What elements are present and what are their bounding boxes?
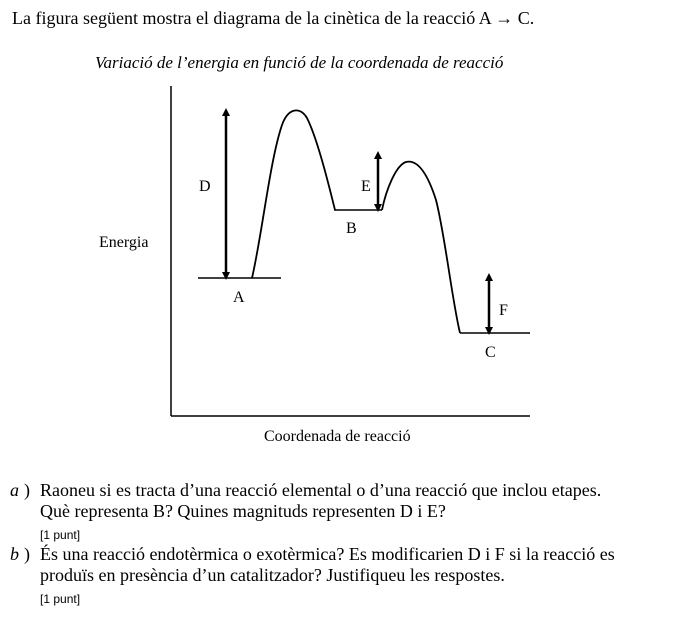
label-e: E <box>361 178 371 195</box>
question-b-line-2: produïs en presència d’un catalitzador? Justifiqueu les respostes. <box>40 565 505 585</box>
question-b-paren: ) <box>24 544 30 564</box>
y-axis-label: Energia <box>99 234 149 251</box>
question-a-line-2: Què representa B? Quines magnituds representen D i E? <box>40 501 446 521</box>
question-b-points: [1 punt] <box>40 592 81 606</box>
question-a-points: [1 punt] <box>40 528 81 542</box>
question-b-line-1: És una reacció endotèrmica o exotèrmica? Es modificarien D i F si la reacció es <box>40 544 615 564</box>
label-c: C <box>485 344 496 361</box>
question-a-line-1: Raoneu si es tracta d’una reacció elemental o d’una reacció que inclou etapes. <box>40 480 602 500</box>
x-axis-label: Coordenada de reacció <box>264 428 411 445</box>
label-d: D <box>199 178 211 195</box>
label-f: F <box>499 302 508 319</box>
question-b-letter: b <box>10 544 19 564</box>
label-a: A <box>233 289 245 306</box>
question-a-letter: a <box>10 480 19 500</box>
intro-text: La figura següent mostra el diagrama de la cinètica de la reacció A → C. <box>12 8 535 28</box>
question-a-paren: ) <box>24 480 30 500</box>
figure-title: Variació de l’energia en funció de la coordenada de reacció <box>95 53 504 72</box>
label-b: B <box>346 220 357 237</box>
